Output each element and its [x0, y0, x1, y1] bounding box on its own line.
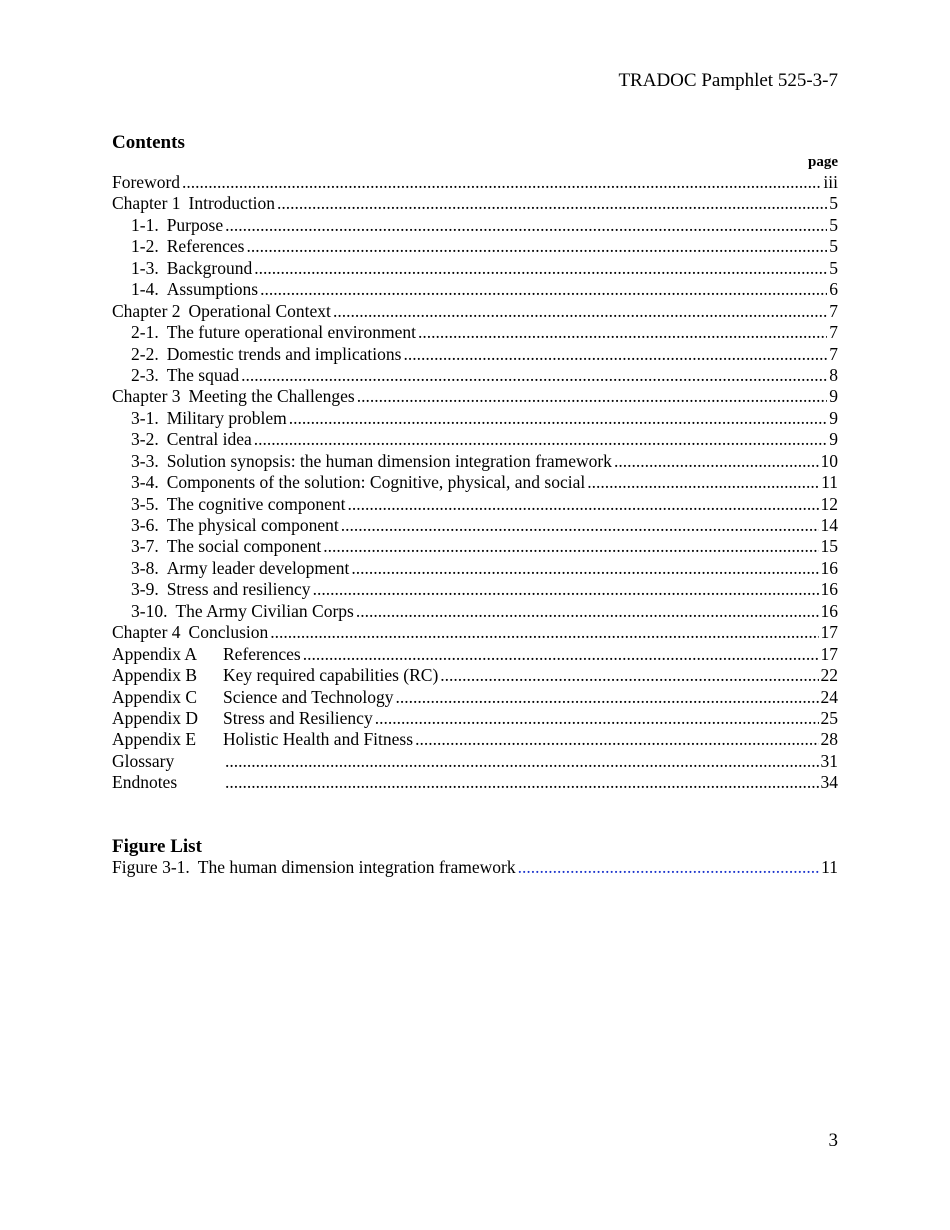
- entry-title: References: [223, 643, 301, 664]
- entry-page: iii: [823, 172, 838, 192]
- entry-page: 8: [829, 364, 838, 385]
- toc-entry-chapter-3[interactable]: [112, 386, 838, 407]
- dot-leader: [356, 601, 819, 622]
- entry-number: 3-7.: [131, 536, 159, 557]
- entry-page: 7: [829, 300, 838, 321]
- toc-entry-3-10[interactable]: [112, 601, 838, 622]
- dot-leader: [418, 322, 827, 343]
- dot-leader: [351, 558, 818, 579]
- dot-leader: [289, 408, 827, 429]
- entry-number: 3-2.: [131, 429, 159, 450]
- entry-number: 3-6.: [131, 515, 159, 535]
- entry-page: 24: [820, 686, 838, 707]
- toc-entry-3-8[interactable]: [112, 558, 838, 579]
- entry-page: 25: [820, 707, 838, 728]
- dot-leader: [182, 172, 821, 193]
- dot-leader: [246, 236, 827, 257]
- toc-entry-3-4[interactable]: [112, 472, 838, 493]
- dot-leader: [403, 344, 827, 365]
- dot-leader: [225, 772, 819, 793]
- entry-page: 6: [829, 279, 838, 300]
- dot-leader: [254, 429, 828, 450]
- entry-page: 7: [829, 322, 838, 343]
- dot-leader: [254, 258, 827, 279]
- toc-entry-glossary[interactable]: [112, 751, 838, 772]
- entry-title: The future operational environment: [166, 322, 416, 343]
- entry-page: 34: [820, 772, 838, 793]
- entry-page: 16: [820, 579, 838, 600]
- dot-leader: [357, 386, 828, 407]
- toc-entry-2-2[interactable]: [112, 344, 838, 365]
- entry-title: Science and Technology: [223, 686, 394, 707]
- entry-title: Stress and resiliency: [166, 579, 311, 600]
- entry-title: Holistic Health and Fitness: [223, 729, 414, 750]
- entry-number: 3-9.: [131, 579, 159, 600]
- entry-page: 14: [820, 515, 838, 535]
- dot-leader: [333, 301, 827, 322]
- entry-title: Components of the solution: Cognitive, physical, and social: [166, 472, 586, 493]
- toc-entry-endnotes[interactable]: [112, 772, 838, 793]
- toc-entry-3-7[interactable]: [112, 536, 838, 557]
- toc-entry-appendix-b[interactable]: [112, 665, 838, 686]
- entry-page: 28: [820, 729, 838, 750]
- entry-number: 3-3.: [131, 450, 159, 471]
- entry-page: 17: [820, 622, 838, 643]
- entry-title: References: [166, 236, 245, 257]
- dot-leader: [348, 494, 819, 515]
- entry-title: The physical component: [166, 515, 339, 535]
- toc-entry-foreword[interactable]: [112, 172, 838, 193]
- dot-leader: [313, 579, 819, 600]
- entry-page: 12: [820, 493, 838, 514]
- entry-number: Appendix E: [112, 729, 197, 750]
- figure-entry-3-1[interactable]: [112, 857, 838, 878]
- page-number: 3: [828, 1130, 838, 1151]
- entry-number: 2-3.: [131, 364, 159, 385]
- toc-entry-3-9[interactable]: [112, 579, 838, 600]
- entry-title: Central idea: [166, 429, 252, 450]
- entry-title: Background: [166, 257, 253, 278]
- dot-leader: [225, 751, 819, 772]
- entry-page: 11: [821, 472, 838, 493]
- entry-number: 3-4.: [131, 472, 159, 493]
- toc-entry-chapter-4[interactable]: [112, 622, 838, 643]
- dot-leader: [614, 451, 819, 472]
- entry-number: Chapter 1: [112, 193, 181, 214]
- dot-leader: [323, 536, 818, 557]
- dot-leader: [241, 365, 827, 386]
- entry-page: 22: [820, 665, 838, 686]
- dot-leader: [395, 687, 818, 708]
- entry-number: Appendix C: [112, 686, 198, 707]
- entry-page: 11: [821, 857, 838, 877]
- entry-page: 9: [829, 407, 838, 428]
- entry-number: 1-1.: [131, 214, 159, 235]
- toc-entry-2-1[interactable]: [112, 322, 838, 343]
- entry-title: Introduction: [188, 193, 276, 214]
- entry-number: 1-3.: [131, 257, 159, 278]
- entry-page: 9: [829, 429, 838, 450]
- entry-title: Stress and Resiliency: [223, 707, 373, 728]
- entry-number: 2-2.: [131, 343, 159, 364]
- dot-leader: [260, 279, 827, 300]
- toc-entry-3-5[interactable]: [112, 494, 838, 515]
- entry-number: Chapter 4: [112, 622, 181, 643]
- figure-list: [112, 857, 838, 878]
- entry-label: Foreword: [112, 172, 181, 192]
- entry-title: Assumptions: [166, 279, 259, 300]
- entry-number: Chapter 3: [112, 386, 181, 407]
- entry-page: 16: [820, 557, 838, 578]
- entry-title: Meeting the Challenges: [188, 386, 355, 407]
- toc-entry-chapter-2[interactable]: [112, 301, 838, 322]
- toc-entry-1-2[interactable]: [112, 236, 838, 257]
- entry-page: 15: [820, 536, 838, 557]
- entry-page: 5: [829, 193, 838, 214]
- entry-page: 9: [829, 386, 838, 407]
- contents-heading: Contents: [112, 132, 185, 153]
- toc-entry-3-6[interactable]: [112, 515, 838, 536]
- entry-title: Solution synopsis: the human dimension integration framework: [166, 450, 612, 471]
- entry-title: Domestic trends and implications: [166, 343, 402, 364]
- page-column-label: page: [808, 154, 838, 170]
- entry-number: 3-10.: [131, 600, 168, 621]
- document-header: TRADOC Pamphlet 525-3-7: [618, 70, 838, 91]
- entry-number: 1-2.: [131, 236, 159, 257]
- entry-page: 16: [820, 600, 838, 621]
- dot-leader: [270, 622, 818, 643]
- entry-page: 17: [820, 643, 838, 664]
- entry-page: 7: [829, 343, 838, 364]
- entry-page: 5: [829, 214, 838, 235]
- entry-number: 3-5.: [131, 493, 159, 514]
- toc-entry-appendix-d[interactable]: [112, 708, 838, 729]
- dot-leader: [303, 644, 819, 665]
- figure-list-heading: Figure List: [112, 836, 202, 857]
- entry-title: The Army Civilian Corps: [175, 600, 354, 621]
- dot-leader: [341, 515, 819, 536]
- entry-number: 2-1.: [131, 322, 159, 343]
- toc-entry-chapter-1[interactable]: [112, 193, 838, 214]
- entry-page: 5: [829, 236, 838, 257]
- entry-title: Key required capabilities (RC): [223, 665, 439, 686]
- entry-number: Chapter 2: [112, 300, 181, 321]
- table-of-contents: [112, 172, 838, 794]
- entry-title: Army leader development: [166, 557, 350, 578]
- dot-leader: [277, 193, 827, 214]
- dot-leader: [415, 729, 818, 750]
- dot-leader: [375, 708, 819, 729]
- entry-title: Conclusion: [188, 622, 269, 643]
- toc-entry-appendix-a[interactable]: [112, 644, 838, 665]
- toc-entry-1-4[interactable]: [112, 279, 838, 300]
- entry-title: Operational Context: [188, 300, 331, 321]
- toc-entry-2-3[interactable]: [112, 365, 838, 386]
- dot-leader: [518, 857, 820, 878]
- entry-number: 3-1.: [131, 407, 159, 428]
- entry-page: 31: [820, 750, 838, 771]
- entry-title: The cognitive component: [166, 493, 346, 514]
- toc-entry-1-3[interactable]: [112, 258, 838, 279]
- entry-number: Appendix B: [112, 665, 198, 686]
- toc-entry-1-1[interactable]: [112, 215, 838, 236]
- entry-number: Endnotes: [112, 772, 178, 793]
- entry-number: Appendix D: [112, 707, 199, 728]
- entry-title: The human dimension integration framework: [197, 857, 516, 877]
- entry-page: 5: [829, 257, 838, 278]
- entry-number: 1-4.: [131, 279, 159, 300]
- toc-entry-3-3[interactable]: [112, 451, 838, 472]
- toc-entry-appendix-e[interactable]: [112, 729, 838, 750]
- entry-page: 10: [820, 450, 838, 471]
- toc-entry-appendix-c[interactable]: [112, 687, 838, 708]
- toc-entry-3-1[interactable]: [112, 408, 838, 429]
- entry-title: Purpose: [166, 214, 224, 235]
- dot-leader: [440, 665, 818, 686]
- entry-number: Glossary: [112, 750, 175, 771]
- toc-entry-3-2[interactable]: [112, 429, 838, 450]
- entry-title: The social component: [166, 536, 322, 557]
- entry-number: Appendix A: [112, 643, 198, 664]
- entry-number: 3-8.: [131, 557, 159, 578]
- dot-leader: [587, 472, 819, 493]
- entry-number: Figure 3-1.: [112, 857, 190, 877]
- entry-title: Military problem: [166, 407, 287, 428]
- dot-leader: [225, 215, 827, 236]
- entry-title: The squad: [166, 364, 240, 385]
